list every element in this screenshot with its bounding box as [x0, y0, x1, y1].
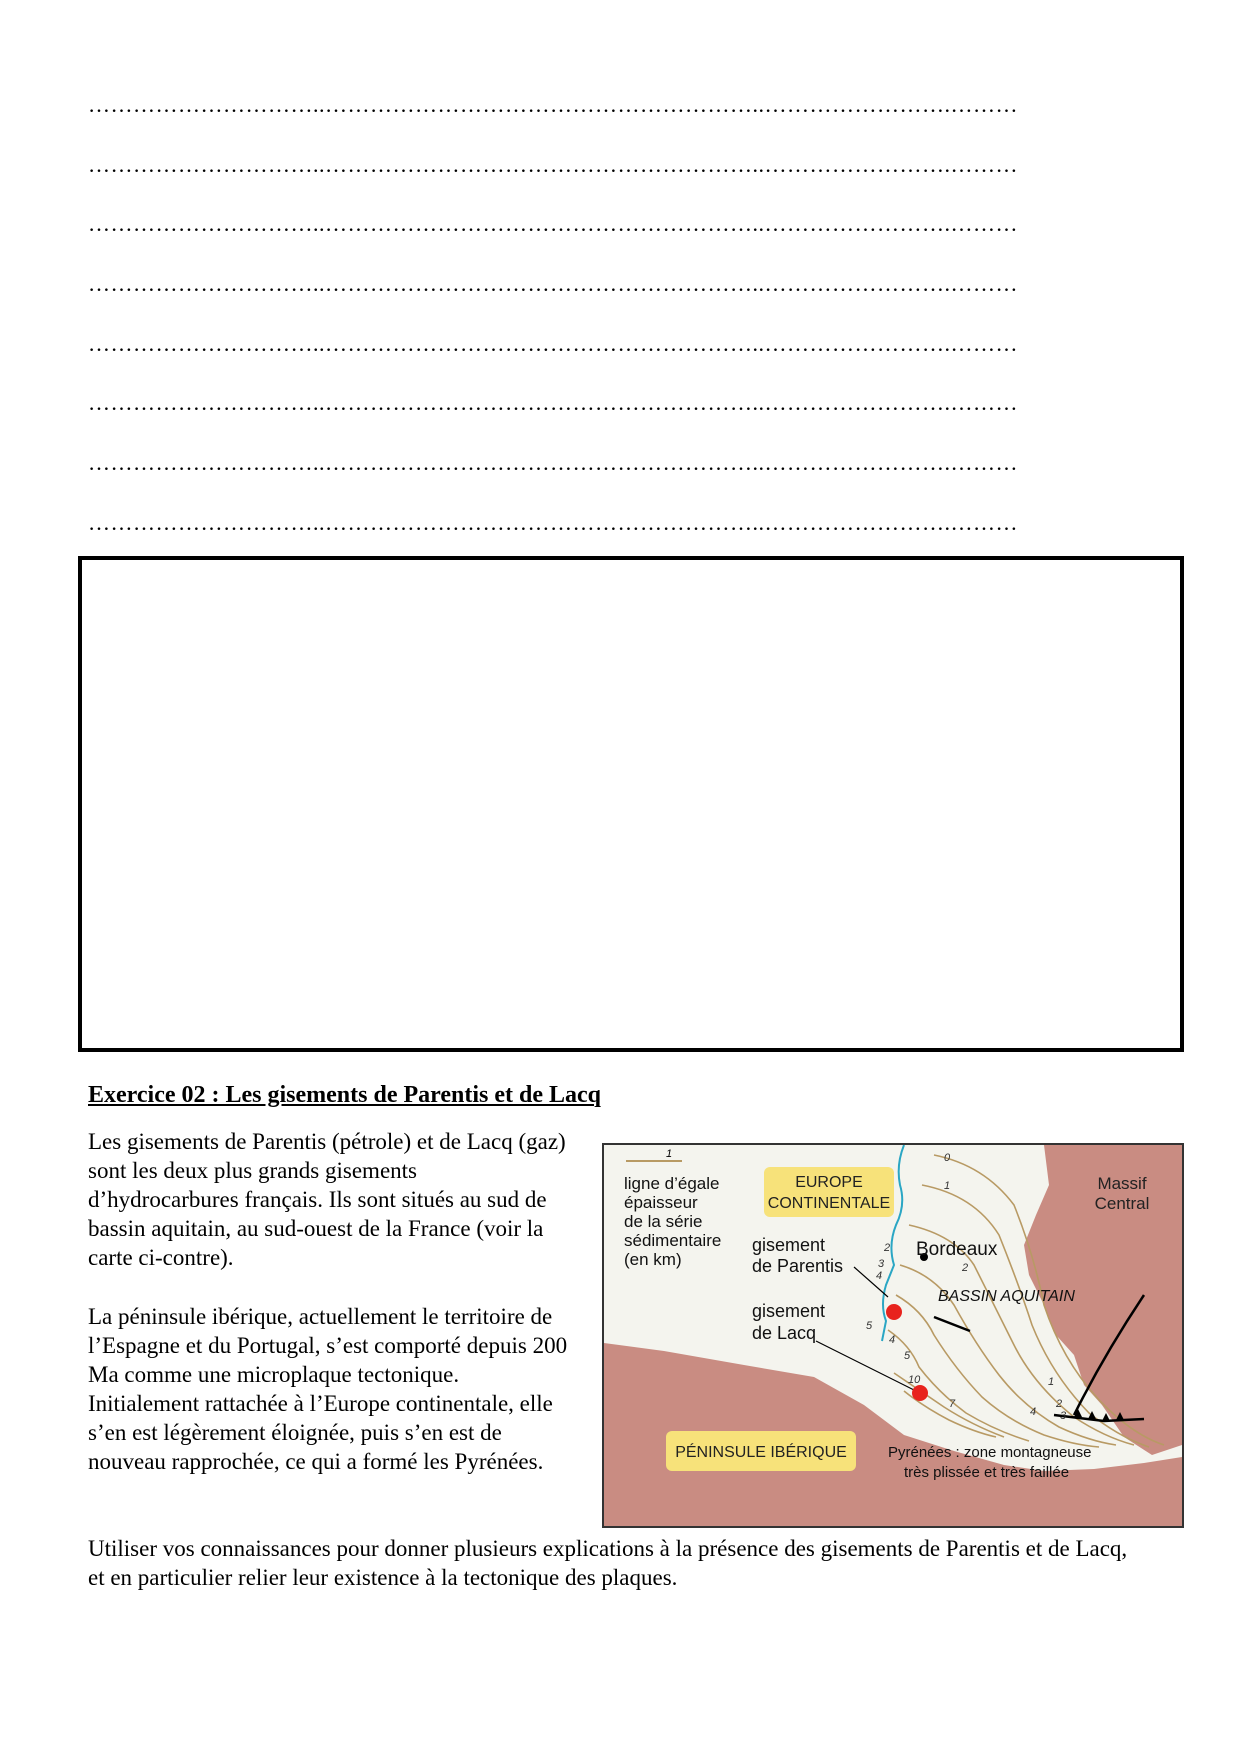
parentis-label: de Parentis [752, 1256, 844, 1276]
contour-number: 2 [884, 1242, 891, 1254]
map-svg [604, 1145, 1182, 1526]
iberique-label: PÉNINSULE IBÉRIQUE [675, 1444, 847, 1461]
contour-number: 4 [876, 1270, 883, 1282]
tectonics-paragraph: La péninsule ibérique, actuellement le territoire de l’Espagne et du Portugal, s’est comporté depuis 200 Ma comme une microplaque tectonique. Initialement rattachée à l’Europe continentale, elle s’en est légèrement éloignée, puis s’en est de nouveau rapprochée, ce qui a formé les Pyrénées. [88, 1304, 568, 1474]
answer-line[interactable]: …………………………..…………………………………………………..…………………….……… [88, 392, 1018, 414]
legend-line: de la série [624, 1212, 703, 1231]
parentis-label: gisement [752, 1235, 826, 1255]
legend-value: 1 [666, 1148, 673, 1160]
pyrenees-label: très plissée et très faillée [904, 1464, 1070, 1481]
contour-number: 7 [949, 1398, 956, 1410]
massif-central-label: Massif [1097, 1174, 1147, 1193]
bordeaux-label: Bordeaux [916, 1239, 998, 1260]
lacq-deposit-marker [912, 1385, 928, 1401]
contour-number: 2 [1056, 1398, 1063, 1410]
answer-line[interactable]: …………………………..…………………………………………………..…………………….……… [88, 94, 1018, 116]
answer-line[interactable]: …………………………..…………………………………………………..…………………….……… [88, 512, 1018, 534]
intro-paragraph: Les gisements de Parentis (pétrole) et de Lacq (gaz) sont les deux plus grands gisements d’hydrocarbures français. Ils sont situés au sud de bassin aquitain, au sud-ouest de la France (voir la carte ci-contre). [88, 1129, 566, 1270]
contour-number: 2 [962, 1262, 969, 1274]
answer-line[interactable]: …………………………..…………………………………………………..…………………….……… [88, 154, 1018, 176]
answer-line[interactable]: …………………………..…………………………………………………..…………………….……… [88, 273, 1018, 295]
contour-number: 1 [944, 1180, 951, 1192]
contour-number: 1 [1048, 1376, 1055, 1388]
contour-number: 5 [904, 1350, 911, 1362]
lacq-label: de Lacq [752, 1323, 817, 1343]
contour-number: 0 [944, 1152, 951, 1164]
answer-line[interactable]: …………………………..…………………………………………………..…………………….……… [88, 333, 1018, 355]
legend-line: épaisseur [624, 1193, 698, 1212]
pyrenees-label: Pyrénées : zone montagneuse [888, 1444, 1092, 1461]
bassin-aquitain-label: BASSIN AQUITAIN [938, 1288, 1075, 1305]
lacq-label: gisement [752, 1301, 826, 1321]
exercise-title: Exercice 02 : Les gisements de Parentis et de Lacq [88, 1082, 602, 1108]
contour-number: 4 [1030, 1406, 1037, 1418]
question-paragraph: Utiliser vos connaissances pour donner plusieurs explications à la présence des gisements de Parentis et de Lacq, et en particulier relier leur existence à la tectonique des plaques. [88, 1536, 1128, 1590]
europe-label: EUROPE [795, 1174, 863, 1191]
answer-box[interactable] [78, 556, 1184, 1052]
legend-line: sédimentaire [624, 1231, 722, 1250]
europe-label: CONTINENTALE [767, 1195, 891, 1212]
contour-number: 3 [878, 1258, 885, 1270]
answer-line[interactable]: …………………………..…………………………………………………..…………………….……… [88, 452, 1018, 474]
legend-line: ligne d’égale [624, 1174, 720, 1193]
contour-number: 5 [866, 1320, 873, 1332]
contour-number: 10 [908, 1374, 921, 1386]
legend-line: (en km) [624, 1250, 682, 1269]
parentis-deposit-marker [886, 1304, 902, 1320]
answer-line[interactable]: …………………………..…………………………………………………..…………………….……… [88, 213, 1018, 235]
contour-number: 4 [889, 1334, 896, 1346]
aquitain-basin-map [602, 1143, 1184, 1528]
massif-central-label: Central [1094, 1194, 1150, 1213]
contour-number: 3 [1060, 1410, 1067, 1422]
